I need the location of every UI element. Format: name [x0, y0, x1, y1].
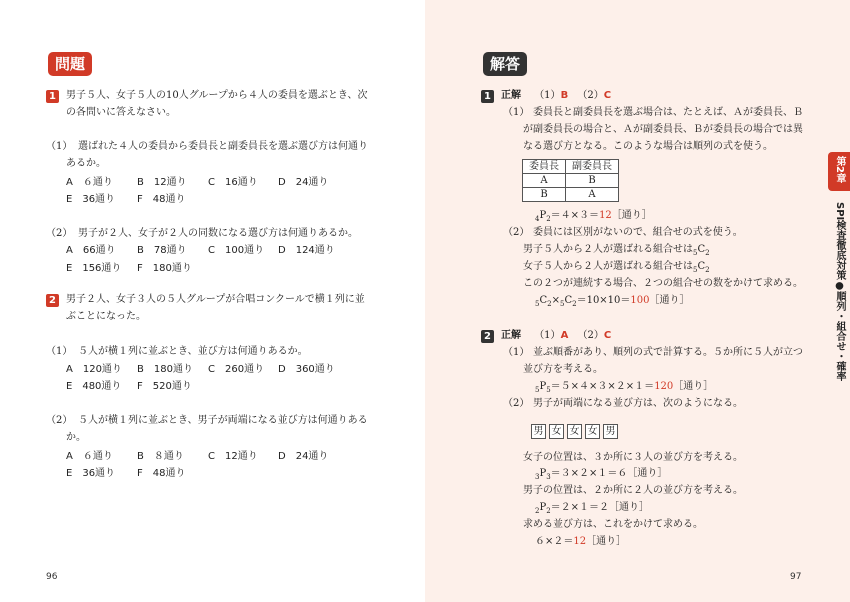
page-number-left: 96: [46, 572, 58, 582]
option-f[interactable]: F 180通り: [137, 263, 192, 274]
option-b[interactable]: B 12通り: [137, 177, 187, 188]
option-e[interactable]: E 36通り: [66, 468, 116, 479]
a2-s1-label: （1）: [503, 347, 530, 358]
formula-2: $_5C_2\times_5C_2=10\times 10=100[$通り］: [535, 295, 690, 308]
correct-label: 正解: [501, 90, 521, 101]
option-a[interactable]: A ６通り: [66, 177, 113, 188]
option-a[interactable]: A 120通り: [66, 364, 122, 375]
option-b[interactable]: B 180通り: [137, 364, 193, 375]
q2-sub1-label: （1）: [46, 346, 73, 357]
formula-3: $_5P_5=5\times 4\times 3\times 2\times 1=120[$通り］: [535, 381, 714, 394]
option-e[interactable]: E 480通り: [66, 381, 122, 392]
a2-line-b: 男子の位置は、２か所に２人の並び方を考える。: [523, 485, 743, 496]
question-1-text: 男子５人、女子５人の10人グループから４人の委員を選ぶとき、次: [66, 90, 368, 101]
table-cell: A: [523, 174, 566, 188]
problem-heading: 問題: [48, 52, 92, 76]
question-2-number: 2: [46, 294, 59, 307]
question-1-number: 1: [46, 90, 59, 103]
option-c[interactable]: C 100通り: [208, 245, 265, 256]
table-header: 副委員長: [566, 160, 619, 174]
option-d[interactable]: D 24通り: [278, 177, 329, 188]
chapter-side-text: SPI検査徹底対策●順列・組合せ・確率: [834, 202, 845, 382]
q1-sub1-label: （1）: [46, 141, 73, 152]
seat-boxes: [531, 424, 621, 439]
option-c[interactable]: C 260通り: [208, 364, 265, 375]
answer-heading: 解答: [483, 52, 527, 76]
formula-6: ６×２＝12［通り］: [535, 536, 627, 547]
formula-1: $_4P_2=4\times 3=12[$通り］: [535, 210, 652, 223]
answer-2-1-letter: A: [560, 330, 569, 341]
page-number-right: 97: [790, 572, 802, 582]
formula-4: $_3P_3=3\times 2\times 1=6[$通り］: [535, 468, 668, 481]
q1-sub1-text: 選ばれた４人の委員から委員長と副委員長を選ぶ選び方は何通り: [78, 141, 368, 152]
table-cell: A: [566, 188, 619, 202]
option-d[interactable]: D 24通り: [278, 451, 329, 462]
q2-sub2-text-2: か。: [66, 432, 86, 443]
a1-s1-line3: なる選び方となる。このような場合は順列の式を使う。: [523, 141, 773, 152]
answer-2-number: 2: [481, 330, 494, 343]
option-c[interactable]: C 12通り: [208, 451, 258, 462]
q1-sub1-text-2: あるか。: [66, 158, 106, 169]
question-2-text-2: ぶことになった。: [66, 311, 146, 322]
seat-box: 男: [603, 424, 618, 439]
option-e[interactable]: E 36通り: [66, 194, 116, 205]
q2-sub2-label: （2）: [46, 415, 73, 426]
right-page: [425, 0, 850, 602]
q1-sub2-label: （2）: [46, 228, 73, 239]
a2-line-a: 女子の位置は、３か所に３人の並び方を考える。: [523, 452, 743, 463]
option-a[interactable]: A 66通り: [66, 245, 116, 256]
q2-sub2-text: ５人が横１列に並ぶとき、男子が両端になる並び方は何通りある: [78, 415, 368, 426]
role-table: [522, 159, 619, 202]
q2-sub1-text: ５人が横１列に並ぶとき、並び方は何通りあるか。: [78, 346, 308, 357]
table-header: 委員長: [523, 160, 566, 174]
a1-s1-line1: 委員長と副委員長を選ぶ場合は、たとえば、Ａが委員長、Ｂ: [533, 107, 803, 118]
a1-s2-line4: この２つが連続する場合、２つの組合せの数をかけて求める。: [523, 278, 803, 289]
a1-s1-line2: が副委員長の場合と、Ａが副委員長、Ｂが委員長の場合では異: [523, 124, 803, 135]
a2-s2-line1: 男子が両端になる並び方は、次のようになる。: [533, 398, 743, 409]
a2-s1-line2: 並び方を考える。: [523, 364, 603, 375]
answer-2-header: 正解 （1）A （2）C: [501, 330, 612, 341]
option-d[interactable]: D 124通り: [278, 245, 335, 256]
chapter-tab[interactable]: 第2章: [828, 152, 850, 191]
a2-s1-line1: 並ぶ順番があり、順列の式で計算する。５か所に５人が立つ: [533, 347, 803, 358]
option-f[interactable]: F 48通り: [137, 468, 186, 479]
table-cell: B: [566, 174, 619, 188]
option-a[interactable]: A ６通り: [66, 451, 113, 462]
answer-1-header: 正解 （1）B （2）C: [501, 90, 612, 101]
option-e[interactable]: E 156通り: [66, 263, 122, 274]
option-d[interactable]: D 360通り: [278, 364, 335, 375]
correct-label: 正解: [501, 330, 521, 341]
answer-2-2-letter: C: [603, 330, 612, 341]
a1-s2-label: （2）: [503, 227, 530, 238]
answer-1-number: 1: [481, 90, 494, 103]
answer-1-2-letter: C: [603, 90, 612, 101]
seat-box: 女: [585, 424, 600, 439]
a1-s1-label: （1）: [503, 107, 530, 118]
formula-5: $_2P_2=2\times 1=2[$通り］: [535, 502, 650, 515]
a1-s2-line3: 女子５人から２人が選ばれる組合せは$_5C_2$: [523, 261, 710, 274]
option-c[interactable]: C 16通り: [208, 177, 258, 188]
option-f[interactable]: F 520通り: [137, 381, 192, 392]
option-f[interactable]: F 48通り: [137, 194, 186, 205]
option-b[interactable]: B 78通り: [137, 245, 187, 256]
question-1-text-2: の各問いに答えなさい。: [66, 107, 176, 118]
q1-sub2-text: 男子が２人、女子が２人の同数になる選び方は何通りあるか。: [78, 228, 358, 239]
answer-1-1-letter: B: [560, 90, 569, 101]
a2-s2-label: （2）: [503, 398, 530, 409]
seat-box: 男: [531, 424, 546, 439]
seat-box: 女: [549, 424, 564, 439]
a1-s2-line1: 委員には区別がないので、組合せの式を使う。: [533, 227, 743, 238]
table-cell: B: [523, 188, 566, 202]
option-b[interactable]: B ８通り: [137, 451, 184, 462]
seat-box: 女: [567, 424, 582, 439]
a2-line-c: 求める並び方は、これをかけて求める。: [523, 519, 703, 530]
a1-s2-line2: 男子５人から２人が選ばれる組合せは$_5C_2$: [523, 244, 710, 257]
question-2-text: 男子２人、女子３人の５人グループが合唱コンクールで横１列に並: [66, 294, 365, 305]
